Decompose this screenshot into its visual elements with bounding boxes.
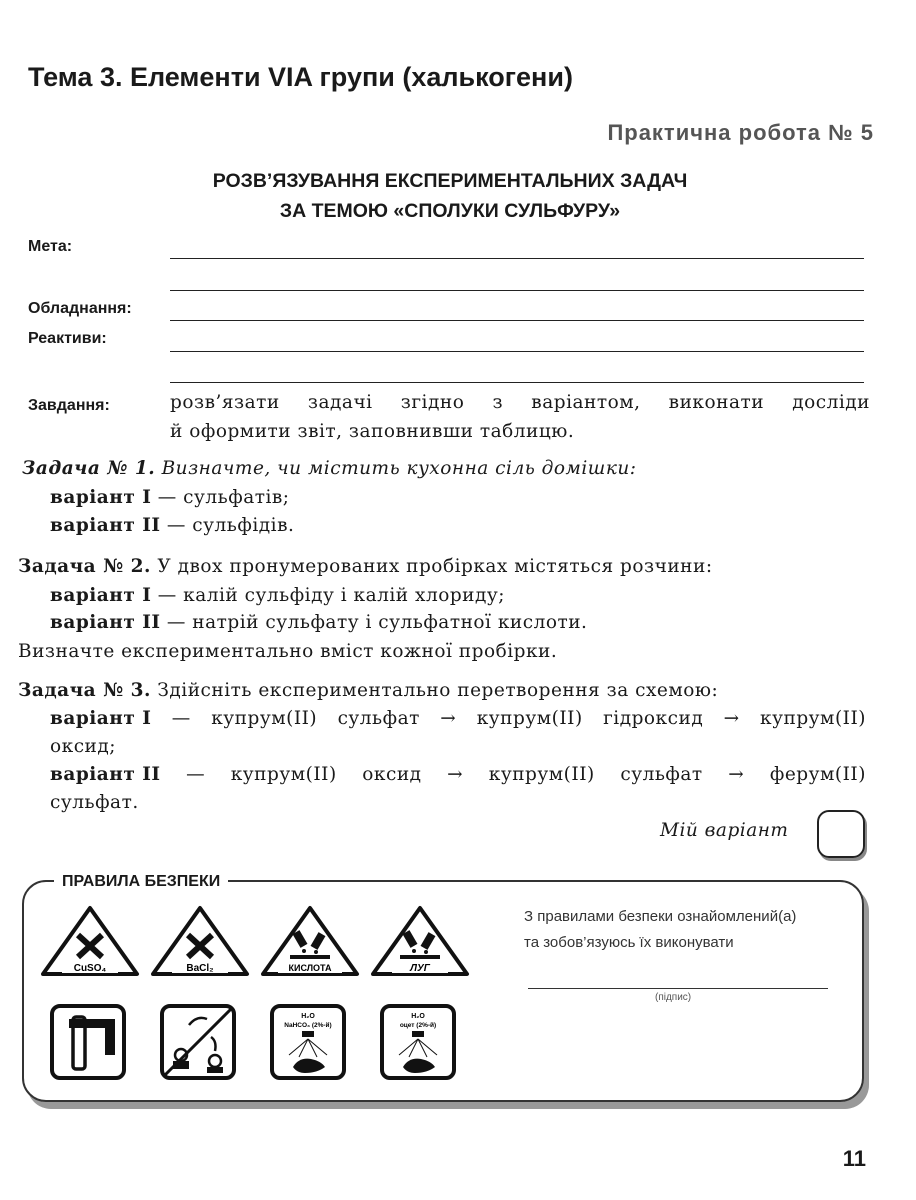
problem-2-conclusion: Визначте експериментально вміст кожної пробірки. bbox=[18, 641, 558, 662]
bacl2-label: BaCl₂ bbox=[186, 963, 214, 974]
variant-1-label: варіант I bbox=[50, 487, 152, 508]
h2o-label: H₂O bbox=[301, 1013, 315, 1020]
no-heating-icon bbox=[159, 1003, 237, 1081]
toxic-bacl2-icon bbox=[150, 905, 250, 977]
problem-3-variant-2 bbox=[50, 764, 866, 785]
problem-1-question: Визначте, чи містить кухонна сіль домішки: bbox=[155, 458, 637, 479]
problem-1-title: Задача № 1. bbox=[22, 458, 156, 479]
scheme-part: — bbox=[171, 708, 191, 729]
problem-2-variant-2 bbox=[50, 612, 587, 633]
task-label: Завдання: bbox=[28, 397, 110, 414]
problem-3-variant-1-tail: оксид; bbox=[50, 736, 117, 757]
problem-3-title: Задача № 3. bbox=[18, 680, 151, 701]
agreement-line-1: З правилами безпеки ознайомлений(а) bbox=[524, 908, 797, 925]
work-heading-line-2: ЗА ТЕМОЮ «СПОЛУКИ СУЛЬФУРУ» bbox=[279, 200, 621, 222]
variant-2-label: варіант II bbox=[50, 764, 161, 785]
variant-1-label: варіант I bbox=[50, 708, 152, 729]
reagents-line-2 bbox=[170, 382, 864, 383]
problem-3-variant-1 bbox=[50, 708, 866, 729]
page-number: 11 bbox=[842, 1146, 866, 1171]
variant-2-label: варіант II bbox=[50, 612, 161, 633]
scheme-arrow: → bbox=[723, 708, 740, 729]
goal-line-1 bbox=[170, 258, 864, 259]
problem-1-variant-2 bbox=[50, 515, 294, 536]
cuso4-label: CuSO₄ bbox=[73, 963, 107, 974]
goal-line-2 bbox=[170, 290, 864, 291]
corrosive-acid-icon bbox=[260, 905, 360, 977]
reagents-line-1 bbox=[170, 351, 864, 352]
problem-3-statement bbox=[18, 680, 718, 701]
scheme-arrow: → bbox=[447, 764, 464, 785]
problem-3-variant-2-tail: сульфат. bbox=[50, 792, 139, 813]
topic-title: Тема 3. Елементи VIA групи (халькогени) bbox=[28, 62, 573, 92]
scheme-arrow: → bbox=[728, 764, 745, 785]
my-variant-label: Мій варіант bbox=[660, 820, 789, 841]
agreement-line-2: та зобов’язуюсь їх виконувати bbox=[524, 934, 734, 951]
variant-2-text: — натрій сульфату і сульфатної кислоти. bbox=[160, 612, 588, 633]
problem-2-title: Задача № 2. bbox=[18, 556, 151, 577]
scheme-part: купрум(II) bbox=[760, 708, 866, 729]
scheme-part: купрум(II) bbox=[476, 708, 583, 729]
work-heading-line-1: РОЗВ’ЯЗУВАННЯ ЕКСПЕРИМЕНТАЛЬНИХ ЗАДАЧ bbox=[212, 170, 688, 192]
scheme-part: сульфат bbox=[337, 708, 420, 729]
scheme-part: — bbox=[186, 764, 206, 785]
signature-line[interactable] bbox=[528, 988, 828, 989]
wash-vinegar-icon bbox=[379, 1003, 457, 1081]
reagents-label: Реактиви: bbox=[28, 330, 107, 347]
scheme-part: сульфат bbox=[620, 764, 703, 785]
goal-label: Мета: bbox=[28, 238, 73, 255]
acid-label: КИСЛОТА bbox=[288, 963, 332, 973]
problem-1-variant-1 bbox=[50, 487, 290, 508]
task-text-line-2: й оформити звіт, заповнивши таблицю. bbox=[170, 421, 575, 442]
test-tube-holder-icon bbox=[49, 1003, 127, 1081]
equipment-label: Обладнання: bbox=[28, 300, 132, 317]
problem-2-variant-1 bbox=[50, 585, 505, 606]
nahco3-label: NaHCO₃ (2%-й) bbox=[284, 1022, 332, 1029]
task-text-line-1: розв’язати задачі згідно з варіантом, виконати досліди bbox=[170, 392, 870, 413]
variant-1-text: — калій сульфіду і калій хлориду; bbox=[151, 585, 506, 606]
vinegar-label: оцет (2%-й) bbox=[399, 1022, 437, 1029]
h2o-label: H₂O bbox=[411, 1013, 425, 1020]
equipment-line bbox=[170, 320, 864, 321]
scheme-part: купрум(II) bbox=[211, 708, 318, 729]
practical-work-title: Практична робота № 5 bbox=[607, 120, 874, 145]
scheme-part: купрум(II) bbox=[488, 764, 595, 785]
variant-2-label: варіант II bbox=[50, 515, 161, 536]
problem-2-question: У двох пронумерованих пробірках містяться розчини: bbox=[150, 556, 713, 577]
safety-rules-title: ПРАВИЛА БЕЗПЕКИ bbox=[54, 873, 228, 891]
problem-2-statement bbox=[18, 556, 713, 577]
alkali-label: ЛУГ bbox=[410, 963, 430, 974]
scheme-part: купрум(II) bbox=[230, 764, 337, 785]
variant-1-label: варіант I bbox=[50, 585, 152, 606]
variant-2-text: — сульфідів. bbox=[160, 515, 295, 536]
variant-1-text: — сульфатів; bbox=[151, 487, 290, 508]
scheme-part: гідроксид bbox=[603, 708, 704, 729]
wash-nahco3-icon bbox=[269, 1003, 347, 1081]
scheme-part: ферум(II) bbox=[769, 764, 866, 785]
problem-1-statement bbox=[22, 458, 637, 479]
scheme-part: оксид bbox=[362, 764, 422, 785]
corrosive-alkali-icon bbox=[370, 905, 470, 977]
signature-caption: (підпис) bbox=[655, 992, 692, 1003]
toxic-cuso4-icon bbox=[40, 905, 140, 977]
my-variant-box[interactable] bbox=[817, 810, 865, 858]
scheme-arrow: → bbox=[440, 708, 457, 729]
problem-3-question: Здійсніть експериментально перетворення за схемою: bbox=[150, 680, 719, 701]
